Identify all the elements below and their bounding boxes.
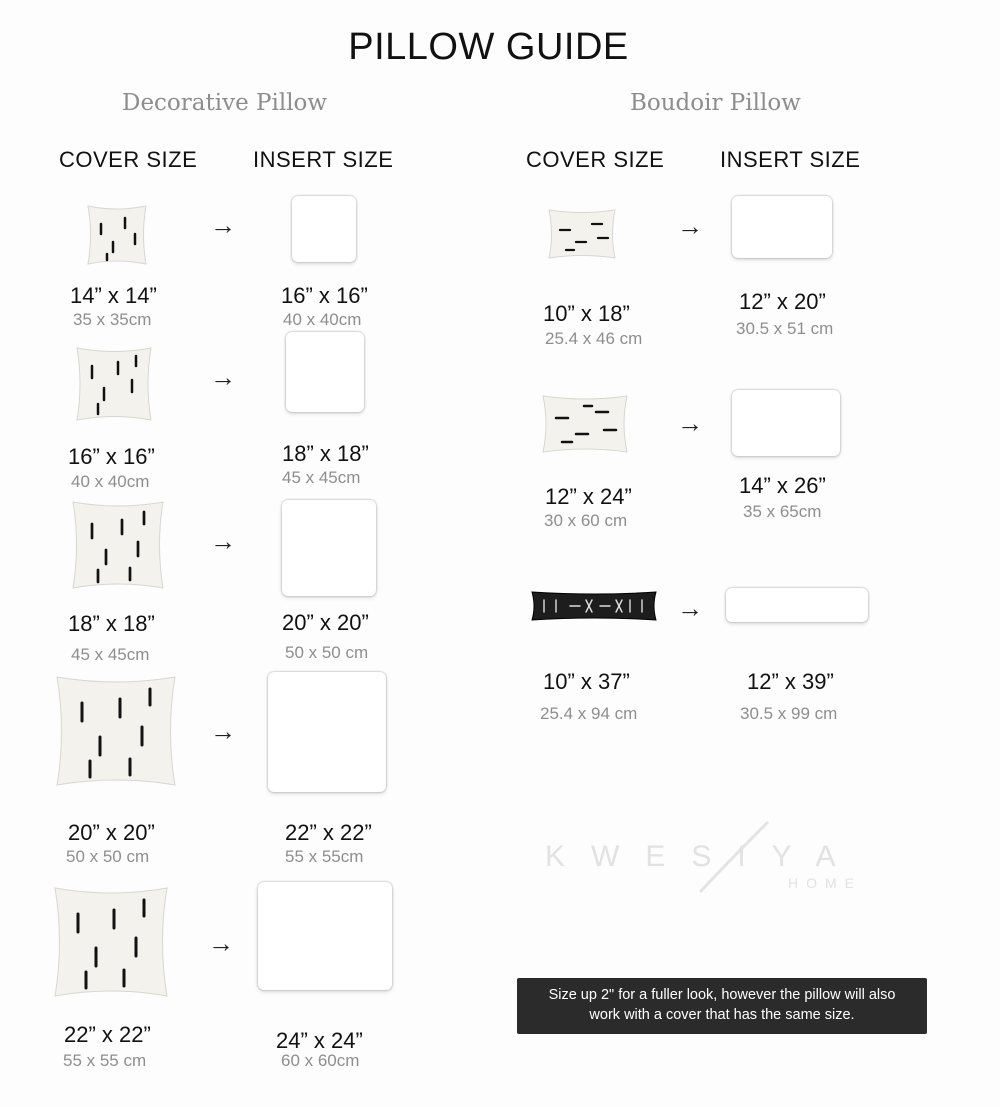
- insert-size: 14” x 26”: [739, 473, 826, 498]
- cover-metric: 35 x 35cm: [73, 310, 152, 329]
- insert-size: 12” x 20”: [739, 289, 826, 314]
- cover-size: 10” x 18”: [543, 301, 630, 326]
- insert-pillow-14x26: [732, 390, 840, 456]
- insert-metric: 45 x 45cm: [282, 468, 361, 487]
- cover-pillow-10x37: [530, 590, 658, 622]
- cover-pillow-22x22: [52, 886, 170, 998]
- boudoir-heading: Boudoir Pillow: [630, 90, 801, 116]
- decorative-cover-size-header: COVER SIZE: [59, 147, 198, 172]
- decorative-insert-size-header: INSERT SIZE: [253, 147, 394, 172]
- insert-pillow-20x20: [282, 500, 376, 596]
- sizing-note-line-1: Size up 2" for a fuller look, however the pillow will also: [548, 987, 896, 1004]
- arrow-icon: →: [677, 211, 703, 241]
- insert-pillow-12x39: [726, 588, 868, 622]
- insert-pillow-24x24: [258, 882, 392, 990]
- cover-pillow-14x14: [85, 204, 149, 266]
- cover-metric: 45 x 45cm: [71, 645, 150, 664]
- cover-pillow-16x16: [74, 346, 154, 422]
- arrow-icon: →: [210, 362, 236, 392]
- insert-metric: 55 x 55cm: [285, 847, 364, 866]
- insert-metric: 40 x 40cm: [283, 310, 362, 329]
- insert-size: 16” x 16”: [281, 283, 368, 308]
- cover-size: 20” x 20”: [68, 820, 155, 845]
- kwesiya-logo: [540, 820, 900, 910]
- insert-pillow-18x18: [286, 332, 364, 412]
- sizing-note: [517, 978, 927, 1034]
- cover-size: 12” x 24”: [545, 484, 632, 509]
- insert-size: 18” x 18”: [282, 441, 369, 466]
- cover-metric: 25.4 x 94 cm: [540, 704, 638, 723]
- cover-pillow-18x18: [70, 500, 166, 590]
- sizing-note-line-2: work with a cover that has the same size.: [589, 1007, 855, 1023]
- arrow-icon: →: [677, 408, 703, 438]
- boudoir-insert-size-header: INSERT SIZE: [720, 147, 861, 172]
- arrow-icon: →: [210, 210, 236, 240]
- insert-pillow-12x20: [732, 196, 832, 258]
- insert-pillow-22x22: [268, 672, 386, 792]
- insert-pillow-16x16: [292, 196, 356, 262]
- insert-metric: 35 x 65cm: [743, 502, 822, 521]
- arrow-icon: →: [210, 716, 236, 746]
- cover-pillow-12x24: [540, 394, 630, 454]
- cover-metric: 25.4 x 46 cm: [545, 329, 643, 348]
- insert-size: 20” x 20”: [282, 610, 369, 635]
- insert-size: 12” x 39”: [747, 669, 834, 694]
- cover-size: 18” x 18”: [68, 611, 155, 636]
- logo-subtitle: HOME: [788, 875, 862, 891]
- boudoir-cover-size-header: COVER SIZE: [526, 147, 665, 172]
- insert-metric: 30.5 x 99 cm: [740, 704, 838, 723]
- cover-metric: 30 x 60 cm: [544, 511, 628, 530]
- insert-metric: 50 x 50 cm: [285, 643, 369, 662]
- insert-size: 24” x 24”: [276, 1028, 363, 1053]
- cover-pillow-20x20: [54, 675, 178, 787]
- decorative-heading: Decorative Pillow: [122, 90, 328, 116]
- cover-size: 10” x 37”: [543, 669, 630, 694]
- page-title: PILLOW GUIDE: [348, 26, 629, 68]
- logo-wordmark: KWESIYA: [545, 840, 862, 873]
- arrow-icon: →: [208, 928, 234, 958]
- cover-metric: 55 x 55 cm: [63, 1051, 147, 1070]
- cover-pillow-10x18: [546, 208, 618, 260]
- cover-metric: 40 x 40cm: [71, 472, 150, 491]
- arrow-icon: →: [677, 593, 703, 623]
- insert-metric: 30.5 x 51 cm: [736, 319, 834, 338]
- cover-metric: 50 x 50 cm: [66, 847, 150, 866]
- insert-metric: 60 x 60cm: [281, 1051, 360, 1070]
- cover-size: 22” x 22”: [64, 1022, 151, 1047]
- arrow-icon: →: [210, 526, 236, 556]
- insert-size: 22” x 22”: [285, 820, 372, 845]
- cover-size: 14” x 14”: [70, 283, 157, 308]
- cover-size: 16” x 16”: [68, 444, 155, 469]
